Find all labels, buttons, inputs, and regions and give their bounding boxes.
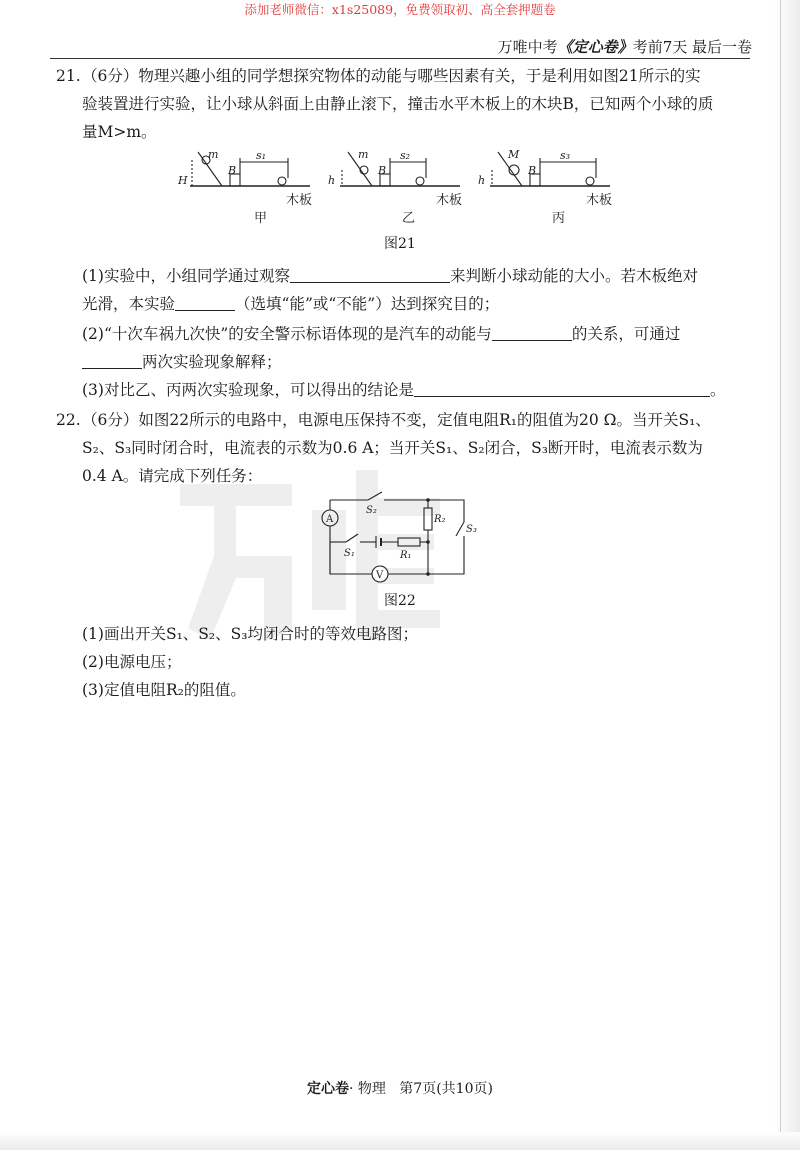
q22-stem-line-2: S₂、S₃同时闭合时，电流表的示数为0.6 A；当开关S₁、S₂闭合，S₃断开时，电流表示数为 bbox=[82, 439, 703, 457]
q21-p1-text-b: 来判断小球动能的大小。若木板绝对 bbox=[449, 267, 698, 285]
resistor-r1-label: R₁ bbox=[400, 550, 412, 561]
header-brand: 《定心卷》 bbox=[557, 38, 633, 56]
panel-3-name: 丙 bbox=[552, 211, 566, 226]
panel-1-height-label: H bbox=[178, 174, 188, 187]
q21-p2-text-a: (2)“十次车祸九次快”的安全警示标语体现的是汽车的动能与 bbox=[82, 325, 492, 343]
panel-1-distance-label: s₁ bbox=[256, 149, 267, 162]
switch-s2-label: S₂ bbox=[366, 505, 377, 516]
q21-p2-text-c: 两次实验现象解释； bbox=[142, 353, 282, 371]
q21-p1-text-c: 光滑，本实验 bbox=[82, 295, 176, 313]
q21-p2-text-b: 的关系，可通过 bbox=[571, 325, 681, 343]
ball-end-icon bbox=[278, 177, 286, 185]
voltmeter-label: V bbox=[376, 570, 384, 581]
panel-2-ball-label: m bbox=[358, 148, 369, 161]
q22-task-1: (1)画出开关S₁、S₂、S₃均闭合时的等效电路图； bbox=[82, 625, 418, 643]
panel-1-ball-label: m bbox=[208, 148, 219, 161]
panel-2-height-label: h bbox=[328, 174, 336, 187]
panel-3-height-label: h bbox=[478, 174, 486, 187]
q21-p1-text-a: (1)实验中，小组同学通过观察 bbox=[82, 267, 290, 285]
q21-stem-line-2: 验装置进行实验，让小球从斜面上由静止滚下，撞击水平木板上的木块B，已知两个小球的质 bbox=[82, 95, 714, 113]
resistor-r1-icon bbox=[398, 538, 420, 546]
q22-tasks bbox=[82, 620, 742, 704]
q21-p1-text-d: （选填“能”或“不能”）达到探究目的； bbox=[235, 295, 500, 313]
q22-task-3: (3)定值电阻R₂的阻值。 bbox=[82, 681, 246, 699]
q22-stem-line-3: 0.4 A。请完成下列任务： bbox=[82, 467, 263, 485]
question-21-number: 21. bbox=[56, 67, 81, 85]
panel-3-ball-label: M bbox=[508, 148, 520, 161]
page-footer bbox=[0, 1078, 800, 1098]
q21-p2-blank-1[interactable] bbox=[492, 322, 572, 341]
question-22-number: 22. bbox=[56, 411, 81, 429]
footer-brand: 定心卷 bbox=[307, 1081, 350, 1097]
panel-3-distance-label: s₃ bbox=[560, 149, 571, 162]
panel-2-block-label: B bbox=[378, 164, 387, 177]
header-prefix: 万唯中考 bbox=[497, 38, 558, 56]
page-edge-bottom bbox=[0, 1132, 800, 1150]
switch-s3-label: S₃ bbox=[466, 524, 477, 535]
switch-s3-icon bbox=[456, 522, 464, 536]
q21-p3-blank[interactable] bbox=[414, 378, 710, 397]
q21-part-2 bbox=[82, 320, 742, 376]
panel-2-name: 乙 bbox=[402, 211, 416, 226]
page-edge-right bbox=[774, 0, 800, 1150]
q21-stem-line-3: 量M>m。 bbox=[82, 123, 157, 141]
header-rule bbox=[50, 58, 750, 59]
switch-s1-label: S₁ bbox=[344, 548, 355, 559]
header-suffix: 考前7天 最后一卷 bbox=[632, 38, 752, 56]
resistor-r2-label: R₂ bbox=[434, 514, 446, 525]
switch-s2-icon bbox=[368, 492, 382, 500]
q21-part-3 bbox=[82, 376, 742, 404]
panel-2-board-label: 木板 bbox=[436, 193, 463, 208]
panel-1-block-label: B bbox=[228, 164, 237, 177]
top-watermark-text: 添加老师微信：x1s25089，免费领取初、高全套押题卷 bbox=[244, 2, 556, 17]
resistor-r2-icon bbox=[424, 508, 432, 530]
panel-1-board-label: 木板 bbox=[286, 193, 313, 208]
figure-22-caption: 图22 bbox=[384, 593, 416, 609]
figure-22-circuit bbox=[316, 490, 476, 584]
panel-1-name: 甲 bbox=[254, 211, 268, 226]
q21-stem-line-1: （6分）物理兴趣小组的同学想探究物体的动能与哪些因素有关，于是利用如图21所示的实 bbox=[82, 67, 701, 85]
panel-3-block-label: B bbox=[528, 164, 537, 177]
figure-21-caption: 图21 bbox=[384, 236, 416, 252]
figure-21-diagram bbox=[180, 148, 640, 228]
page-header bbox=[498, 36, 752, 57]
panel-2-distance-label: s₂ bbox=[400, 149, 411, 162]
switch-s1-icon bbox=[346, 534, 358, 542]
q21-p1-blank-2[interactable] bbox=[175, 292, 235, 311]
q21-p3-text-a: (3)对比乙、丙两次实验现象，可以得出的结论是 bbox=[82, 381, 414, 399]
q21-p1-blank-1[interactable] bbox=[290, 264, 450, 283]
q21-part-1 bbox=[82, 262, 742, 318]
footer-page-number: 第7页(共10页) bbox=[399, 1081, 493, 1097]
ammeter-label: A bbox=[326, 514, 334, 525]
question-22-stem bbox=[56, 406, 740, 490]
q22-task-2: (2)电源电压； bbox=[82, 653, 182, 671]
question-21-stem bbox=[56, 62, 740, 146]
panel-3-board-label: 木板 bbox=[586, 193, 613, 208]
q22-stem-line-1: （6分）如图22所示的电路中，电源电压保持不变，定值电阻R₁的阻值为20 Ω。当开关S₁、 bbox=[82, 411, 711, 429]
q21-p3-text-b: 。 bbox=[709, 381, 726, 399]
footer-subject: · 物理 bbox=[349, 1081, 386, 1097]
q21-p2-blank-2[interactable] bbox=[82, 350, 142, 369]
